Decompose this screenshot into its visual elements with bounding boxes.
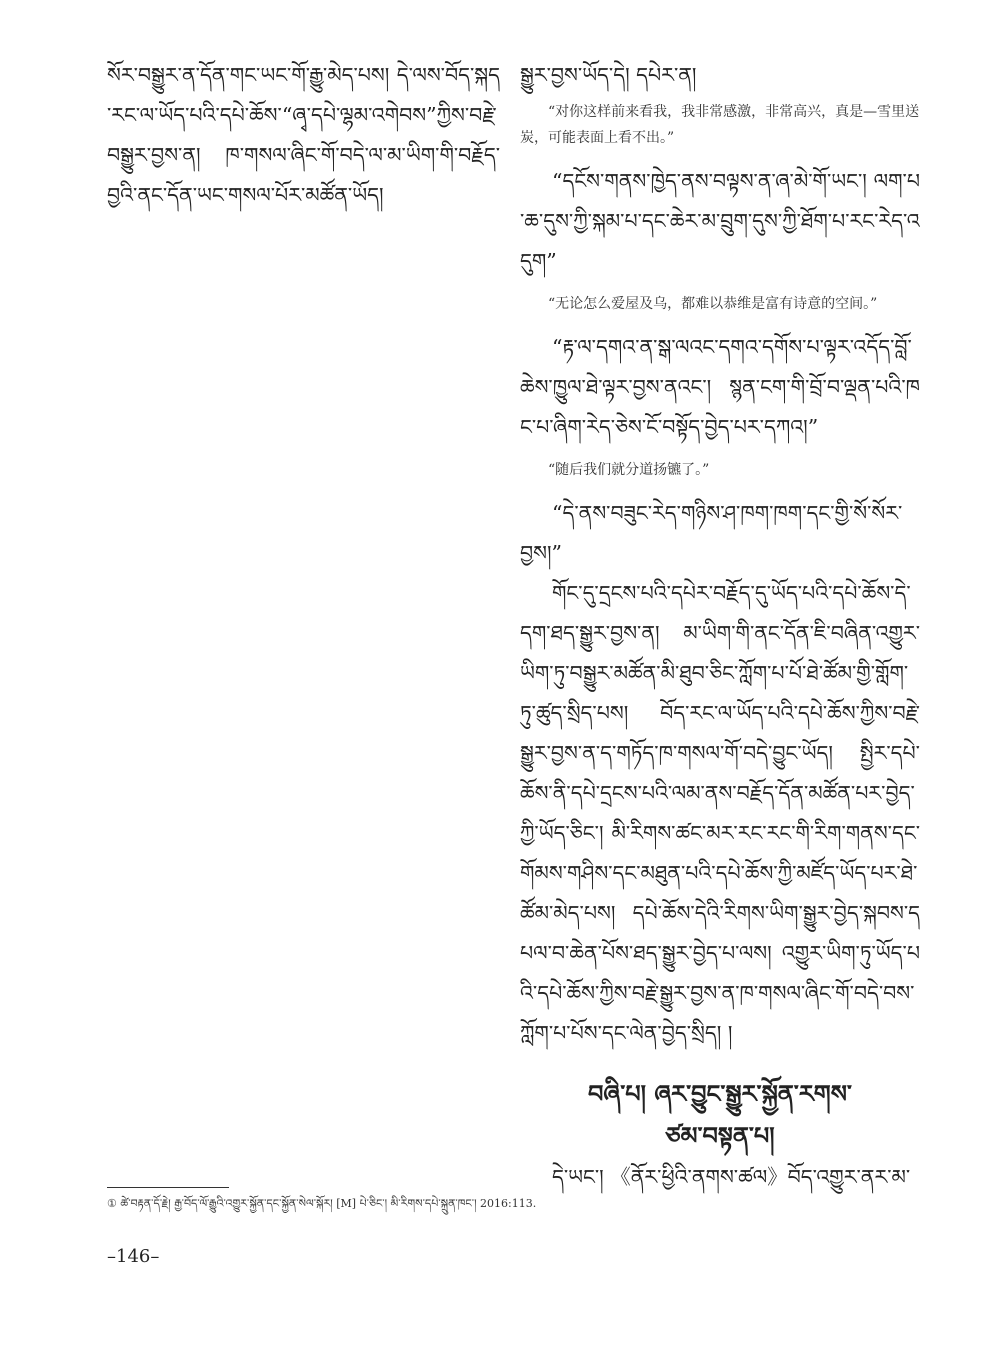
chinese-quote: “对你这样前来看我，我非常感激，非常高兴，真是—雪里送炭，可能表面上看不出。” — [520, 104, 920, 146]
footnote-divider — [107, 1187, 229, 1188]
tibetan-quote: “དངོས་གནས་ཁྱེད་ནས་བལྟས་ན་ཞ་མེ་གོ་ཡང་། ལག་པ་ཆ་དུས་ཀྱི་སྐམ་པ་དང་ཆེར་མ་བྲུག་དུས་ཀྱི་ཐོག་པ་རང་རེད་འདུག” — [520, 169, 920, 273]
footnote: ① ཚེ་བརྟན་དོ་རྗེ། རྒྱ་བོད་ལོ་རྒྱུའི་འགྱུར་སྐྱོན་དང་སྐྱོན་སེལ་སྐོར། [M] པེ་ཅིང་། མི་རིགས་དཔེ་སྐྲུན་ཁང་། 2016:113. — [107, 1197, 537, 1210]
paragraph: སྒྱུར་བྱས་ཡོད་དེ། དཔེར་ན། — [520, 63, 697, 87]
paragraph: སོར་བསྒྱུར་ན་དོན་གང་ཡང་གོ་རྒྱུ་མེད་པས། དེ་ལས་བོད་སྐད་རང་ལ་ཡོད་པའི་དཔེ་ཆོས་“ཞྭ་དཔེ་ལྷམ་འགེབས”ཀྱིས་བརྗེ་བསྒྱུར་བྱས་ན། ཁ་གསལ་ཞིང་གོ་བདེ་ལ་མ་ཡིག་གི་བརྗོད་བྱའི་ནང་དོན་ཡང་གསལ་པོར་མཚོན་ཡོད། — [107, 63, 500, 207]
paragraph: གོང་དུ་དྲངས་པའི་དཔེར་བརྗོད་དུ་ཡོད་པའི་དཔེ་ཆོས་དེ་དག་ཐད་སྒྱུར་བྱས་ན། མ་ཡིག་གི་ནང་དོན་ཇི་བཞིན་འགྱུར་ཡིག་ཏུ་བསྒྱུར་མཚོན་མི་ཐུབ་ཅིང་ཀློག་པ་པོ་ཐེ་ཚོམ་གྱི་གློག་ཏུ་ཚུད་སྲིད་པས། བོད་རང་ལ་ཡོད་པའི་དཔེ་ཆོས་ཀྱིས་བརྗེ་སྒྱུར་བྱས་ན་ད་གཏོད་ཁ་གསལ་གོ་བདེ་བྱུང་ཡོད། སྤྱིར་དཔེ་ཆོས་ནི་དཔེ་དྲངས་པའི་ལམ་ནས་བརྗོད་དོན་མཚོན་པར་བྱེད་ཀྱི་ཡོད་ཅིང་། མི་རིགས་ཚང་མར་རང་རང་གི་རིག་གནས་དང་གོམས་གཤིས་དང་མཐུན་པའི་དཔེ་ཆོས་ཀྱི་མཛོད་ཡོད་པར་ཐེ་ཚོམ་མེད་པས། དཔེ་ཆོས་དེའི་རིགས་ཡིག་སྒྱུར་བྱེད་སྐབས་དཔལ་བ་ཆེན་པོས་ཐད་སྒྱུར་བྱེད་པ་ལས། འགྱུར་ཡིག་ཏུ་ཡོད་པའི་དཔེ་ཆོས་ཀྱིས་བརྗེ་སྒྱུར་བྱས་ན་ཁ་གསལ་ཞིང་གོ་བདེ་བས་ཀློག་པ་པོས་དང་ལེན་བྱེད་སྲིད། ། — [520, 581, 920, 1045]
page-number: –146– — [107, 1246, 160, 1267]
chinese-quote: “无论怎么爱屋及乌，都难以恭维是富有诗意的空间。” — [548, 296, 878, 312]
tibetan-quote: “རྟ་ལ་དགའ་ན་སྒ་ལའང་དགའ་དགོས་པ་ལྟར་འདོད་བློ་ཆེས་ཁྱུལ་ཐེ་ལྟར་བྱས་ནའང་། སྙན་ངག་གི་བྲོ་བ་ལྡན་པའི་ཁང་པ་ཞིག་རེད་ཅེས་ངོ་བསྟོད་བྱེད་པར་དཀའ།” — [520, 335, 920, 439]
paragraph: དེ་ཡང་། 《ནོར་ཕྱིའི་ནགས་ཚལ》བོད་འགྱུར་ནར་མ་ — [552, 1165, 911, 1189]
section-heading-line: བཞི་པ། ཞར་བྱུང་སྒྱུར་སྐྱོན་རགས་ — [588, 1079, 852, 1108]
section-heading — [520, 1073, 920, 1157]
left-column — [107, 55, 500, 215]
chinese-quote: “随后我们就分道扬镳了。” — [548, 462, 710, 478]
section-heading-line: ཙམ་བསྟན་པ། — [665, 1121, 775, 1150]
right-column — [520, 55, 920, 1197]
tibetan-quote: “དེ་ནས་བཟུང་རེད་གཉིས་ཤ་ཁག་ཁག་དང་གྱི་སོ་སོར་བྱས།” — [520, 501, 903, 565]
